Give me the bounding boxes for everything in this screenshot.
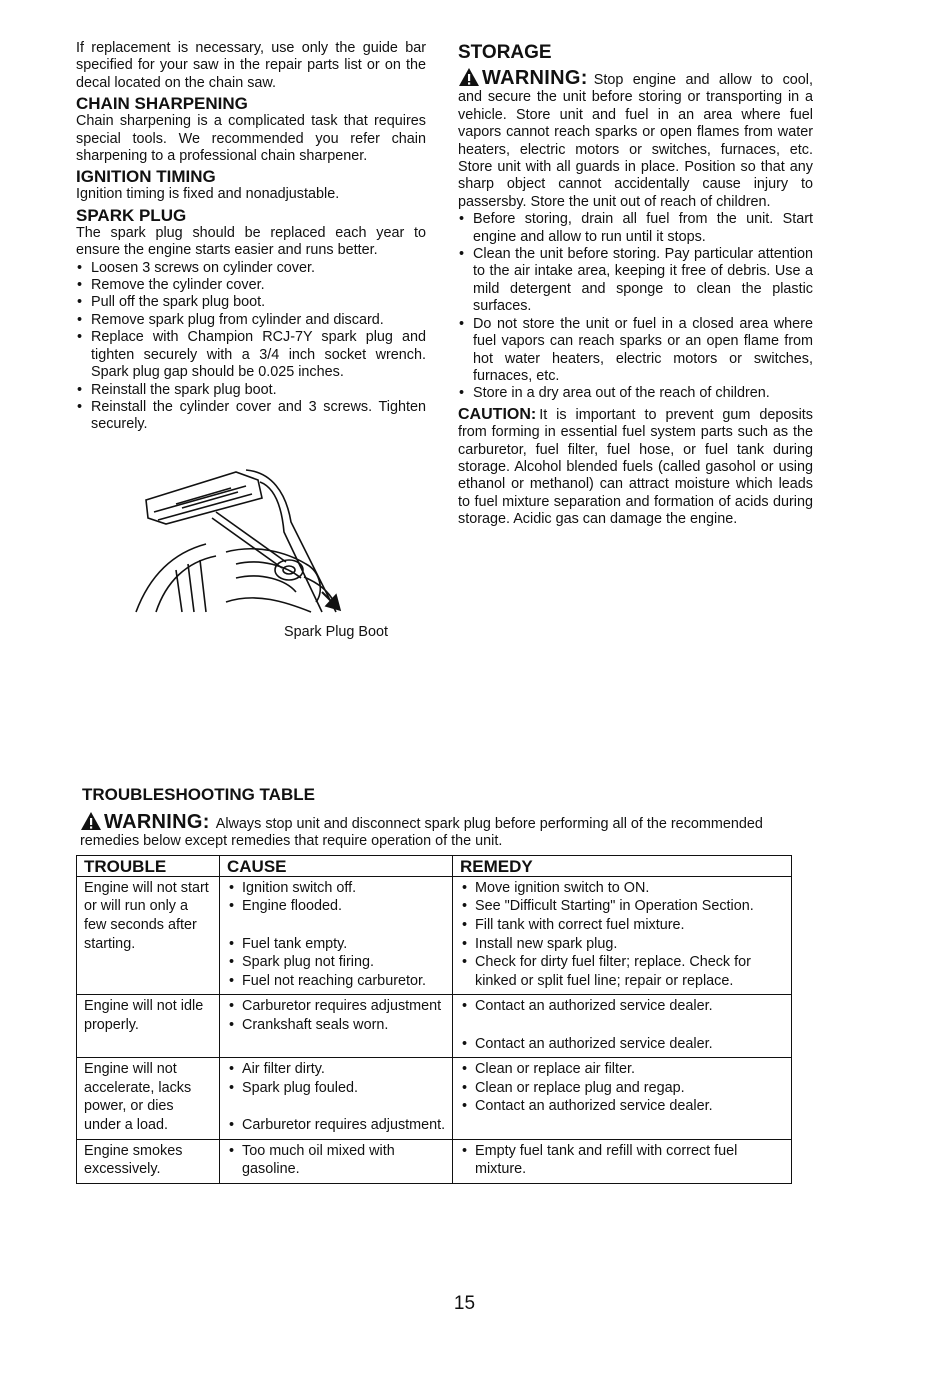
spark-plug-heading: SPARK PLUG [76,205,187,225]
remedy-item: • Contact an authorized service dealer. [460,997,785,1016]
warning-label: WARNING: [104,811,210,833]
header-trouble: TROUBLE [77,855,220,876]
cause-cell [220,995,453,1058]
storage-warning [458,67,813,211]
header-cause: CAUSE [220,855,453,876]
spark-step: • Remove the cylinder cover. [76,277,426,294]
remedy-item: • Move ignition switch to ON. [460,879,785,898]
spark-step: • Reinstall the cylinder cover and 3 screws. Tighten securely. [76,399,426,434]
spark-step: • Reinstall the spark plug boot. [76,382,426,399]
spark-step: • Pull off the spark plug boot. [76,294,426,311]
trouble-cell: Engine will not start or will run only a few seconds after starting. [77,876,220,995]
spark-step: • Replace with Champion RCJ-7Y spark plug and tighten securely with a 3/4 inch socket wrench. Spark plug gap should be 0.025 inches. [76,329,426,381]
troubleshooting-warning-text: Always stop unit and disconnect spark plug before performing all of the recommended remedies below except remedies that require operation of the unit. [80,816,763,850]
left-column [76,40,426,642]
table-row [77,876,792,995]
remedy-cell [453,876,792,995]
storage-steps [458,211,813,402]
storage-step: • Do not store the unit or fuel in a closed area where fuel vapors can reach sparks or an open flame from hot water heaters, electric motors or switches, furnaces, etc. [458,316,813,386]
spark-plug-text: The spark plug should be replaced each year to ensure the engine starts easier and runs better. [76,224,426,259]
warning-triangle-icon [458,67,480,87]
remedy-item: • Install new spark plug. [460,935,785,954]
troubleshooting-heading: TROUBLESHOOTING TABLE [82,785,315,804]
table-row [77,1139,792,1183]
cause-item: • Spark plug not firing. [227,953,446,972]
remedy-item: • Fill tank with correct fuel mixture. [460,916,785,935]
storage-step: • Store in a dry area out of the reach of children. [458,385,813,402]
page-number: 15 [453,1293,476,1314]
header-remedy: REMEDY [453,855,792,876]
remedy-cell [453,1058,792,1139]
spacer [227,1097,446,1116]
table-row [77,995,792,1058]
right-column [458,40,813,529]
remedy-cell [453,995,792,1058]
cause-cell [220,876,453,995]
chainsaw-engine-drawing [96,452,396,622]
remedy-item: • Empty fuel tank and refill with correct fuel mixture. [460,1142,785,1179]
chain-sharpening-heading: CHAIN SHARPENING [76,94,248,114]
cause-item: • Ignition switch off. [227,879,446,898]
cause-item: • Carburetor requires adjustment [227,997,446,1016]
troubleshooting-section [76,785,792,1184]
cause-item: • Engine flooded. [227,897,446,916]
storage-heading: STORAGE [458,42,552,63]
cause-item: • Crankshaft seals worn. [227,1016,446,1035]
cause-item: • Too much oil mixed with gasoline. [227,1142,446,1179]
remedy-item: • See "Difficult Starting" in Operation Section. [460,897,785,916]
storage-step: • Before storing, drain all fuel from the unit. Start engine and allow to run until it stops. [458,211,813,246]
guide-bar-intro: If replacement is necessary, use only the guide bar specified for your saw in the repair parts list or on the decal located on the chain saw. [76,40,426,91]
figure-caption: Spark Plug Boot [284,623,388,640]
warning-triangle-icon [80,811,102,831]
warning-label: WARNING: [482,67,588,89]
troubleshooting-table [76,855,792,1184]
trouble-cell: Engine will not accelerate, lacks power, or dies under a load. [77,1058,220,1139]
caution-label: CAUTION: [458,405,537,423]
remedy-item: • Clean or replace air filter. [460,1060,785,1079]
table-header-row [77,855,792,876]
cause-item: • Air filter dirty. [227,1060,446,1079]
cause-item: • Carburetor requires adjustment. [227,1116,446,1135]
spacer [227,916,446,935]
trouble-cell: Engine will not idle properly. [77,995,220,1058]
spark-plug-steps [76,260,426,434]
troubleshooting-warning [80,811,792,851]
spark-step: • Loosen 3 screws on cylinder cover. [76,260,426,277]
ignition-timing-text: Ignition timing is fixed and nonadjustable. [76,186,340,203]
cause-cell [220,1058,453,1139]
ignition-timing-heading: IGNITION TIMING [76,167,216,187]
spark-step: • Remove spark plug from cylinder and discard. [76,312,426,329]
spark-plug-boot-illustration [96,452,396,642]
remedy-cell [453,1139,792,1183]
remedy-item: • Contact an authorized service dealer. [460,1035,785,1054]
caution-paragraph [458,406,813,529]
cause-cell [220,1139,453,1183]
storage-warning-text: Stop engine and allow to cool, and secure the unit before storing or transporting in a vehicle. Store unit and fuel in an area where fuel vapors cannot reach sparks or open flames from water heaters, electric motors or switches, furnaces, etc. Store unit with all guards in place. Position so that any sharp object cannot accidentally cause injury to passersby. Store the unit out of reach of children. [458,72,813,210]
remedy-item: • Contact an authorized service dealer. [460,1097,785,1116]
cause-item: • Spark plug fouled. [227,1079,446,1098]
storage-step: • Clean the unit before storing. Pay particular attention to the air intake area, keeping it free of debris. Use a mild detergent and sponge to clean the plastic surfaces. [458,246,813,316]
trouble-cell: Engine smokes excessively. [77,1139,220,1183]
table-row [77,1058,792,1139]
caution-text: It is important to prevent gum deposits from forming in essential fuel system parts such as the carburetor, fuel filter, fuel hose, or fuel tank during storage. Alcohol blended fuels (called gasohol or using ethanol or methanol) can attract moisture which leads to fuel mixture separation and formation of acids during storage. Acidic gas can damage the engine. [458,406,813,528]
chain-sharpening-text: Chain sharpening is a complicated task that requires special tools. We recommended you refer chain sharpening to a professional chain sharpener. [76,113,426,165]
spacer [460,1016,785,1035]
cause-item: • Fuel not reaching carburetor. [227,972,446,991]
remedy-item: • Clean or replace plug and regap. [460,1079,785,1098]
remedy-item: • Check for dirty fuel filter; replace. Check for kinked or split fuel line; repair or replace. [460,953,785,990]
cause-item: • Fuel tank empty. [227,935,446,954]
